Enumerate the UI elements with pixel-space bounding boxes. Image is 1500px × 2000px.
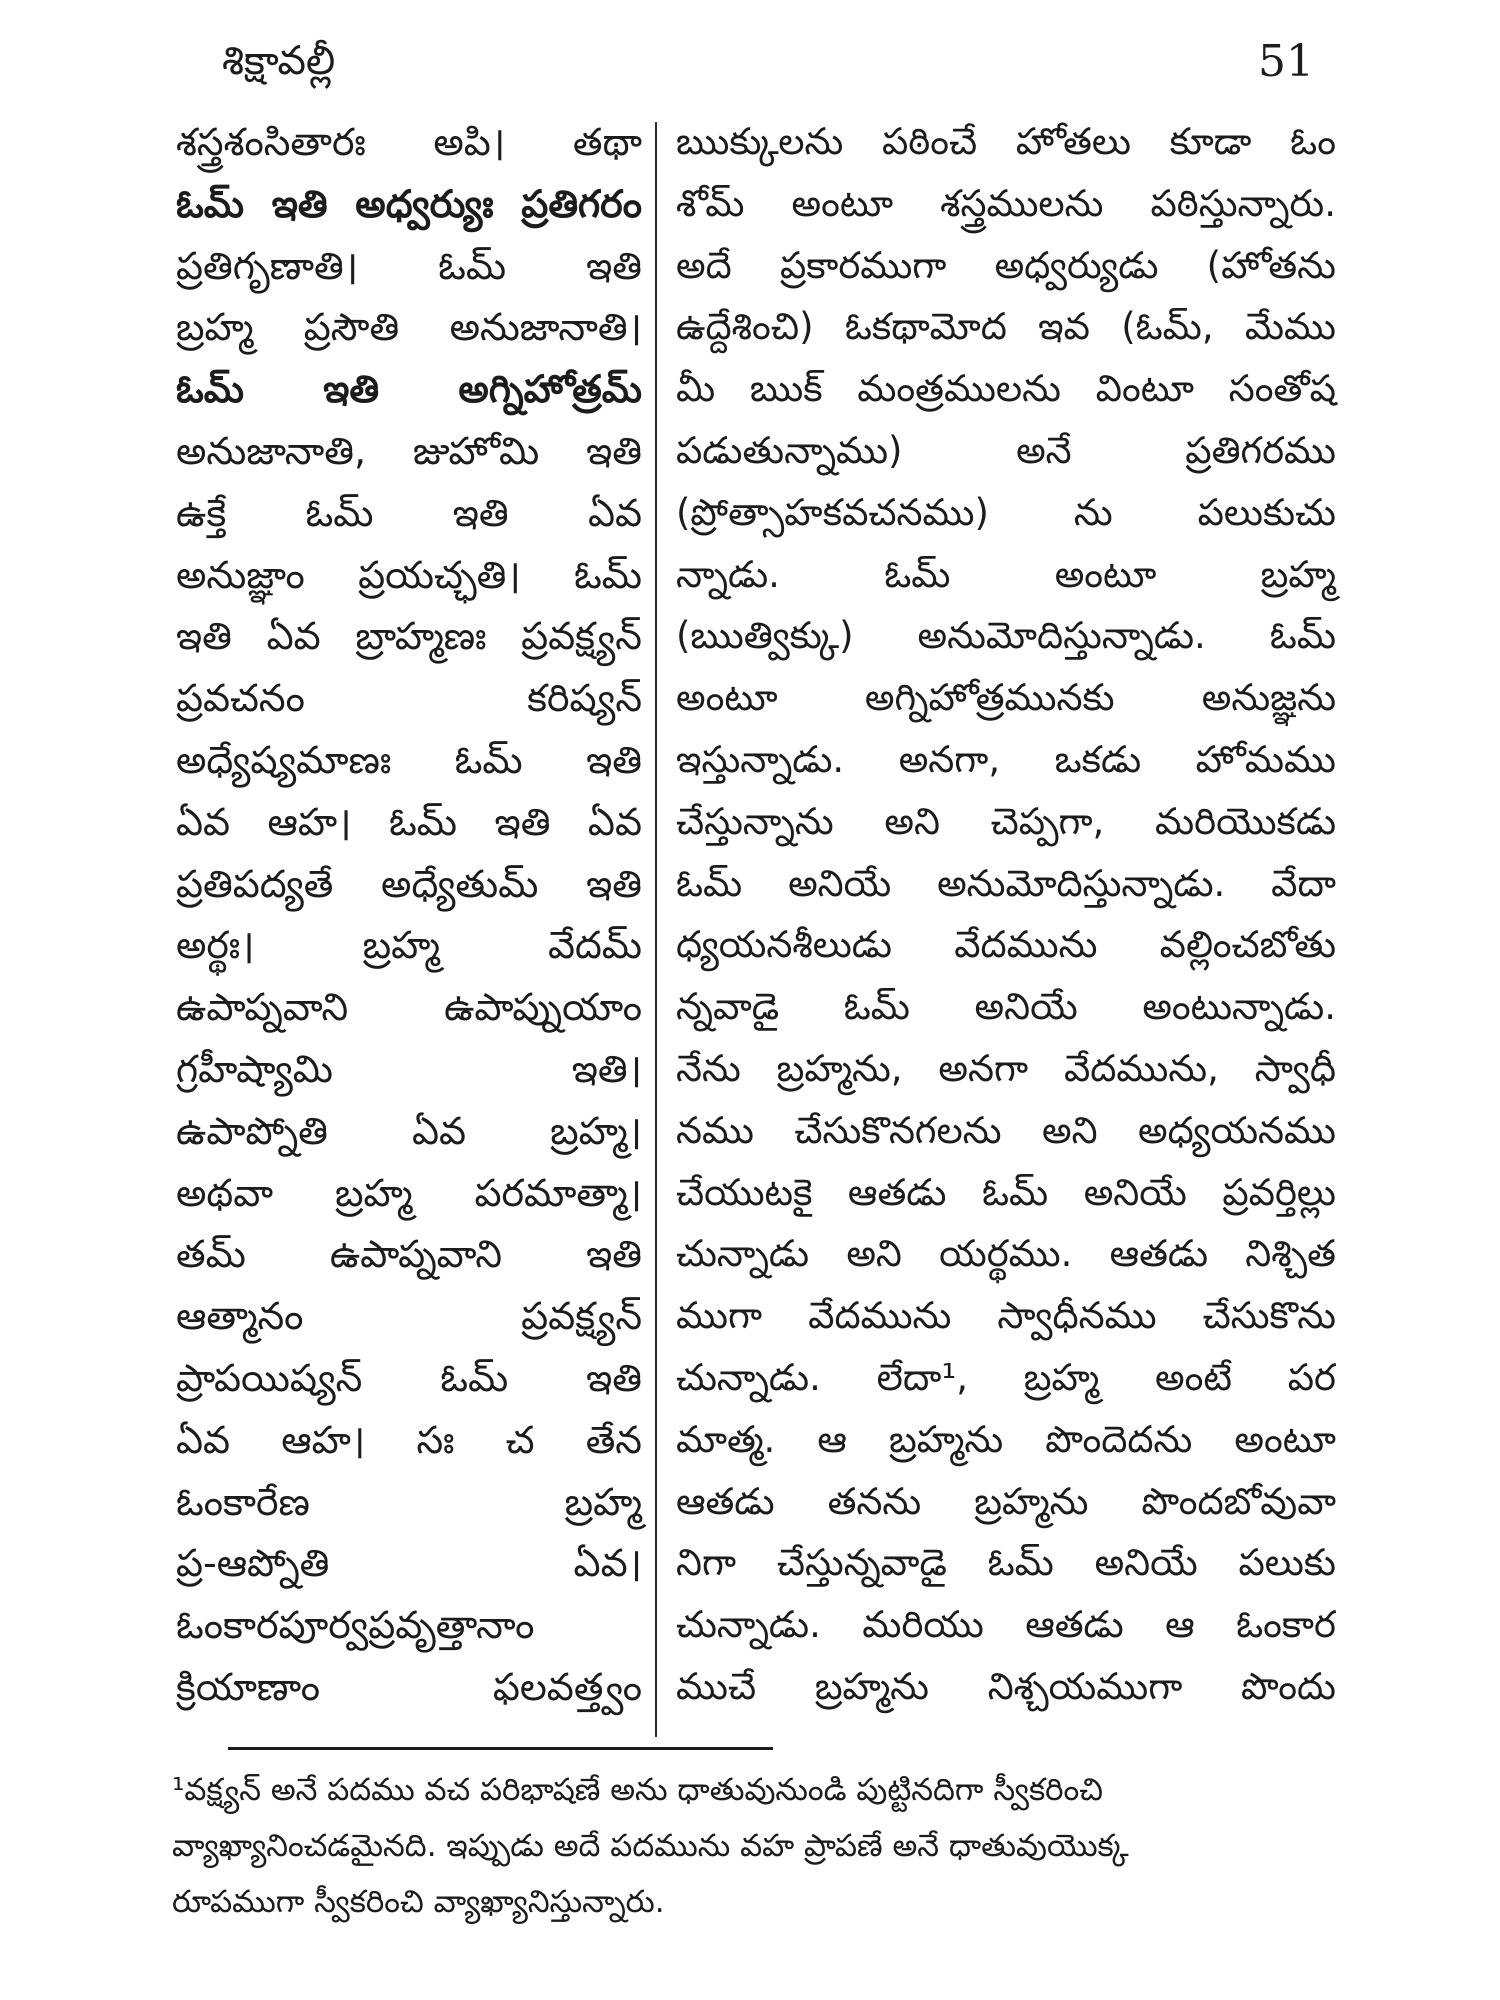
sanskrit-line: [176, 676, 642, 738]
word: ముగా: [676, 1294, 763, 1338]
word: ఇతి: [586, 737, 642, 782]
word: జుహోమి: [412, 428, 540, 473]
word: (ప్రోత్సాహకవచనము): [676, 490, 989, 534]
word: ఓమ్: [305, 490, 374, 535]
word: బ్రహ్మను: [889, 1417, 1004, 1461]
commentary-line: [676, 738, 1336, 800]
word: బ్రహ్మ: [1260, 552, 1336, 596]
word: అని: [884, 799, 940, 843]
word: ఒకడు: [1054, 737, 1142, 781]
word: అధ్వర్యుడు: [994, 243, 1159, 287]
word: సః: [416, 1417, 455, 1462]
sanskrit-line: [176, 985, 642, 1047]
word: ఏవ: [587, 799, 642, 844]
footnote-line: వ్యాఖ్యానించడమైనది. ఇప్పుడు అదే పదమును వహ ప్రాపణే అనే ధాతువుయొక్క: [172, 1828, 1129, 1864]
word: ఓమ్: [676, 861, 743, 905]
word: ప్రవక్ష్యన్: [521, 614, 642, 659]
word: ఆ: [1165, 1603, 1195, 1647]
word: ఇతి: [323, 367, 380, 412]
word: అనుజానాతి,: [176, 428, 367, 473]
word: ఆతడు: [676, 1479, 775, 1523]
word: ప్రవక్ష్యన్: [521, 1294, 642, 1339]
sanskrit-line: [176, 1356, 642, 1418]
running-header: శిక్షావల్లీ: [222, 38, 336, 84]
word: అనుమోదిస్తున్నాడు.: [917, 614, 1206, 658]
commentary-line: [676, 1541, 1336, 1603]
word: గ్రహీష్యామి: [176, 1046, 334, 1091]
commentary-line: [676, 1047, 1336, 1109]
word: ఏవ: [266, 614, 321, 659]
commentary-line: [676, 676, 1336, 738]
word: ఆత్మానం: [176, 1294, 304, 1339]
word: తమ్: [176, 1232, 246, 1277]
word: ఆహ।: [267, 799, 352, 844]
word: ఉపాప్నవాని: [329, 1232, 502, 1277]
commentary-line: [676, 1356, 1336, 1418]
word: పొందు: [1241, 1664, 1336, 1708]
word: అధ్యయనము: [1138, 1108, 1336, 1152]
word: వల్లించబోతు: [1159, 923, 1336, 967]
word: ఉద్దేశించి): [676, 305, 814, 349]
word: వేదమును: [808, 1294, 952, 1338]
word: అనగా,: [898, 737, 1001, 781]
word: అంటూ: [791, 181, 894, 225]
word: ఏవ।: [573, 1541, 642, 1586]
word: పలుకుచు: [1197, 490, 1336, 534]
word: ముచే: [676, 1664, 757, 1708]
word: ప్రతిపద్యతే: [176, 861, 334, 906]
word: ఏవ: [176, 1417, 231, 1462]
word: పఠిస్తున్నారు.: [1150, 181, 1336, 225]
word: ప్రతిగృణాతి।: [176, 243, 359, 288]
word: బ్రహ్మ: [564, 1479, 642, 1524]
word: ఆహ।: [281, 1417, 366, 1462]
word: ఓమ్: [981, 1170, 1049, 1214]
word: ఓమ్: [574, 552, 642, 597]
word: ప్రయచ్ఛతి।: [358, 552, 521, 597]
footnote-line: రూపముగా స్వీకరించి వ్యాఖ్యానిస్తున్నారు.: [172, 1884, 665, 1920]
word: హోమము: [1195, 737, 1336, 781]
word: అనియే: [1094, 1541, 1198, 1585]
word: అని: [846, 1232, 902, 1276]
word: చేస్తున్నాను: [676, 799, 834, 843]
sanskrit-line: [176, 1665, 642, 1727]
word: ఓమ్: [438, 243, 507, 288]
footnotes: [172, 1772, 1332, 1940]
word: వింటూ: [1095, 367, 1194, 411]
word: తేన: [585, 1417, 642, 1462]
word: తనను: [827, 1479, 922, 1523]
commentary-line: [676, 800, 1336, 862]
sanskrit-line: [176, 1047, 642, 1109]
sanskrit-line: [176, 1418, 642, 1480]
word: శస్త్రశంసితారః: [176, 120, 366, 164]
word: పొందబోవువా: [1141, 1479, 1336, 1523]
commentary-line: [676, 305, 1336, 367]
word: ఓమ్: [987, 1541, 1054, 1585]
word: ఇతి: [586, 1355, 642, 1400]
word: అధ్యేతుమ్: [381, 861, 539, 906]
word: మేము: [1244, 305, 1336, 349]
word: (ఋత్విక్కు): [676, 614, 854, 658]
word: చేస్తున్నవాడై: [776, 1541, 947, 1585]
sanskrit-line: [176, 862, 642, 924]
word: మీ: [676, 367, 716, 411]
commentary-line: [676, 367, 1336, 429]
word: మాత్మ.: [676, 1417, 776, 1461]
word: అంటూ: [676, 676, 778, 720]
commentary-line: [676, 120, 1336, 182]
word: ఇవ: [1038, 305, 1090, 349]
commentary-line: [676, 614, 1336, 676]
word: నిశ్చయముగా: [987, 1664, 1183, 1708]
word: పలుకు: [1238, 1541, 1336, 1585]
word: ఇతి: [452, 490, 509, 535]
word: మరియొకడు: [1155, 799, 1336, 843]
sanskrit-line: [176, 305, 642, 367]
word: (ఓమ్,: [1121, 305, 1214, 349]
word: ప్రకారముగా: [779, 243, 947, 287]
word: వేదమును: [954, 923, 1098, 967]
word: ఇతి: [586, 1232, 642, 1277]
word: ప్రవర్తిల్లు: [1222, 1170, 1336, 1214]
word: ఉపాప్నవాని: [176, 985, 349, 1030]
word: నిగా: [676, 1541, 737, 1585]
word: ఏవ: [587, 490, 642, 535]
word: అంటూ: [1234, 1417, 1336, 1461]
word: పడుతున్నాము): [676, 428, 903, 472]
sanskrit-line: [176, 738, 642, 800]
commentary-line: [676, 1294, 1336, 1356]
word: ఫలవత్త్వం: [492, 1664, 642, 1709]
commentary-line: [676, 429, 1336, 491]
word: చెప్పగా,: [990, 799, 1105, 843]
word: వేదమ్: [547, 923, 642, 968]
word: అనియే: [974, 985, 1078, 1029]
commentary-line: [676, 1171, 1336, 1233]
word: అనుజ్ఞను: [1201, 676, 1336, 720]
sanskrit-line: [176, 1171, 642, 1233]
word: అగ్నిహోత్రమునకు: [864, 676, 1115, 720]
word: శస్త్రములను: [940, 181, 1104, 225]
word: ఇస్తున్నాడు.: [676, 737, 845, 781]
commentary-line: [676, 553, 1336, 615]
word: అనగా: [938, 1046, 1029, 1090]
word: కూడా: [1169, 120, 1252, 163]
page-number: 51: [1258, 36, 1314, 87]
sanskrit-line: [176, 800, 642, 862]
word: బ్రహ్మ: [335, 1170, 413, 1215]
word: ఆ: [817, 1417, 847, 1461]
word: ఆతడు: [1109, 1232, 1209, 1276]
telugu-commentary-column: [676, 120, 1336, 1727]
word: బ్రహ్మను,: [776, 1046, 903, 1090]
word: ఓమ్: [884, 552, 951, 596]
sanskrit-line: [176, 244, 642, 306]
sanskrit-line: [176, 367, 642, 429]
word: లేదా¹,: [876, 1355, 968, 1399]
word: అనుజానాతి।: [449, 305, 642, 350]
sanskrit-line: [176, 553, 642, 615]
word: చ: [505, 1417, 535, 1462]
sanskrit-line: [176, 1294, 642, 1356]
word: ప్రాపయిష్యన్: [176, 1355, 363, 1400]
word: ఇతి: [176, 614, 232, 659]
word: అధ్యేష్యమాణః: [176, 737, 392, 782]
commentary-line: [676, 1418, 1336, 1480]
word: బ్రహ్మ: [362, 923, 440, 968]
word: న్నాడు.: [676, 552, 780, 596]
word: చేయుటకై: [676, 1170, 813, 1214]
word: అనుమోదిస్తున్నాడు.: [937, 861, 1226, 905]
word: స్వాధీ: [1254, 1046, 1336, 1090]
sanskrit-column: [176, 120, 642, 1727]
word: ఉపాప్నోతి: [176, 1108, 328, 1153]
word: ఇతి।: [571, 1046, 642, 1091]
word: శోమ్: [676, 181, 745, 225]
word: ఓమ్: [176, 181, 244, 226]
word: ఓకథామోద: [844, 305, 1007, 349]
word: పొందెదను: [1045, 1417, 1193, 1461]
sanskrit-line: [176, 1232, 642, 1294]
word: చేసుకొను: [1202, 1294, 1336, 1338]
word: ఏవ: [411, 1108, 467, 1153]
commentary-line: [676, 1665, 1336, 1727]
word: ఓమ్: [1269, 614, 1336, 658]
commentary-line: [676, 923, 1336, 985]
word: ప్రతిగరం: [521, 181, 642, 226]
word: హోతలు: [1015, 120, 1131, 163]
word: న్నవాడై: [676, 985, 780, 1029]
word: ఉక్తే: [176, 490, 227, 535]
commentary-line: [676, 491, 1336, 553]
footnote-line: ¹వక్ష్యన్ అనే పదము వచ పరిభాషణే అను ధాతువునుండి పుట్టినదిగా స్వీకరించి: [172, 1772, 1103, 1808]
word: బ్రహ్మను: [814, 1664, 929, 1708]
word: వేదా: [1271, 861, 1336, 905]
word: ఋక్కులను: [676, 120, 844, 163]
word: ప్రతిగరము: [1185, 428, 1336, 472]
word: క్రియాణాం: [176, 1664, 321, 1709]
word: చున్నాడు.: [676, 1355, 821, 1399]
footnote-rule: [228, 1747, 773, 1750]
word: అగ్నిహోత్రమ్: [458, 367, 642, 412]
commentary-line: [676, 985, 1336, 1047]
word: ప్రసౌతి: [303, 305, 400, 350]
word: ఓమ్: [454, 737, 523, 782]
word: అథవా: [176, 1170, 274, 1215]
word: ను: [1073, 490, 1113, 534]
word: సంతోష: [1228, 367, 1336, 411]
sanskrit-line: [176, 182, 642, 244]
sanskrit-line: [176, 120, 642, 182]
word: చున్నాడు.: [676, 1603, 821, 1647]
word: కరిష్యన్: [527, 676, 642, 721]
word: ఇతి: [271, 181, 328, 226]
commentary-line: [676, 182, 1336, 244]
word: అపి।: [433, 120, 506, 164]
word: ప్ర-ఆప్నోతి: [176, 1541, 330, 1586]
word: ఓంకారేణ: [176, 1479, 310, 1524]
word: అదే: [676, 243, 732, 287]
commentary-line: [676, 1480, 1336, 1542]
word: నేను: [676, 1046, 741, 1090]
word: ఇతి: [494, 799, 551, 844]
word: తథా: [572, 120, 642, 164]
word: పఠించే: [881, 120, 978, 163]
sanskrit-line: [176, 1109, 642, 1171]
word: ఓం: [1290, 120, 1336, 163]
commentary-line: [676, 1109, 1336, 1171]
word: ఇతి: [586, 428, 642, 473]
word: ఇతి: [586, 861, 642, 906]
word: అనియే: [788, 861, 892, 905]
word: నము: [676, 1108, 754, 1152]
word: అని: [1041, 1108, 1098, 1152]
word: ప్రవచనం: [176, 676, 305, 721]
word: ఇతి: [586, 243, 642, 288]
commentary-line: [676, 244, 1336, 306]
word: అనుజ్ఞాం: [176, 552, 305, 597]
word: ఓమ్: [389, 799, 458, 844]
word: అధ్వర్యుః: [355, 181, 494, 226]
word: మంత్రములను: [857, 367, 1061, 411]
word: స్వాధీనము: [997, 1294, 1157, 1338]
sanskrit-line: [176, 1541, 642, 1603]
word: ఓమ్: [843, 985, 910, 1029]
word: ఆతడు: [1025, 1603, 1124, 1647]
word: అనే: [1016, 428, 1072, 472]
word: నిశ్చిత: [1245, 1232, 1336, 1276]
word: ఓంకార: [1236, 1603, 1336, 1647]
word: బ్రహ్మ: [1023, 1355, 1100, 1399]
sanskrit-line: [176, 614, 642, 676]
word: బ్రహ్మ: [176, 305, 254, 350]
word: ఉపాప్నుయాం: [444, 985, 642, 1030]
word: బ్రహ్మను: [974, 1479, 1089, 1523]
word: వేదమును,: [1063, 1046, 1219, 1090]
word: ఏవ: [176, 799, 231, 844]
sanskrit-line: ఓంకారపూర్వప్రవృత్తానాం: [176, 1603, 535, 1648]
word: పరమాత్మా।: [474, 1170, 642, 1215]
word: పర: [1287, 1355, 1336, 1399]
word: ఋక్: [749, 367, 823, 411]
word: ఓమ్: [176, 367, 244, 412]
word: అంటూ: [1054, 552, 1157, 596]
word: యర్థము.: [939, 1232, 1073, 1276]
word: అంటే: [1154, 1355, 1232, 1399]
word: బ్రహ్మ।: [550, 1108, 642, 1153]
word: మరియు: [862, 1603, 984, 1647]
sanskrit-line: [176, 1480, 642, 1542]
word: అర్థః।: [176, 923, 255, 968]
sanskrit-line: [176, 429, 642, 491]
sanskrit-line: [176, 491, 642, 553]
commentary-line: [676, 1603, 1336, 1665]
word: ధ్యయనశీలుడు: [676, 923, 892, 967]
commentary-line: [676, 862, 1336, 924]
word: (హోతను: [1206, 243, 1336, 287]
word: చేసుకొనగలను: [794, 1108, 1002, 1152]
word: అంటున్నాడు.: [1142, 985, 1336, 1029]
word: ఓమ్: [440, 1355, 509, 1400]
column-divider: [655, 122, 657, 1737]
word: అనియే: [1083, 1170, 1187, 1214]
word: ఆతడు: [847, 1170, 947, 1214]
word: చున్నాడు: [676, 1232, 810, 1276]
sanskrit-line: [176, 923, 642, 985]
commentary-line: [676, 1232, 1336, 1294]
word: బ్రాహ్మణః: [355, 614, 487, 659]
